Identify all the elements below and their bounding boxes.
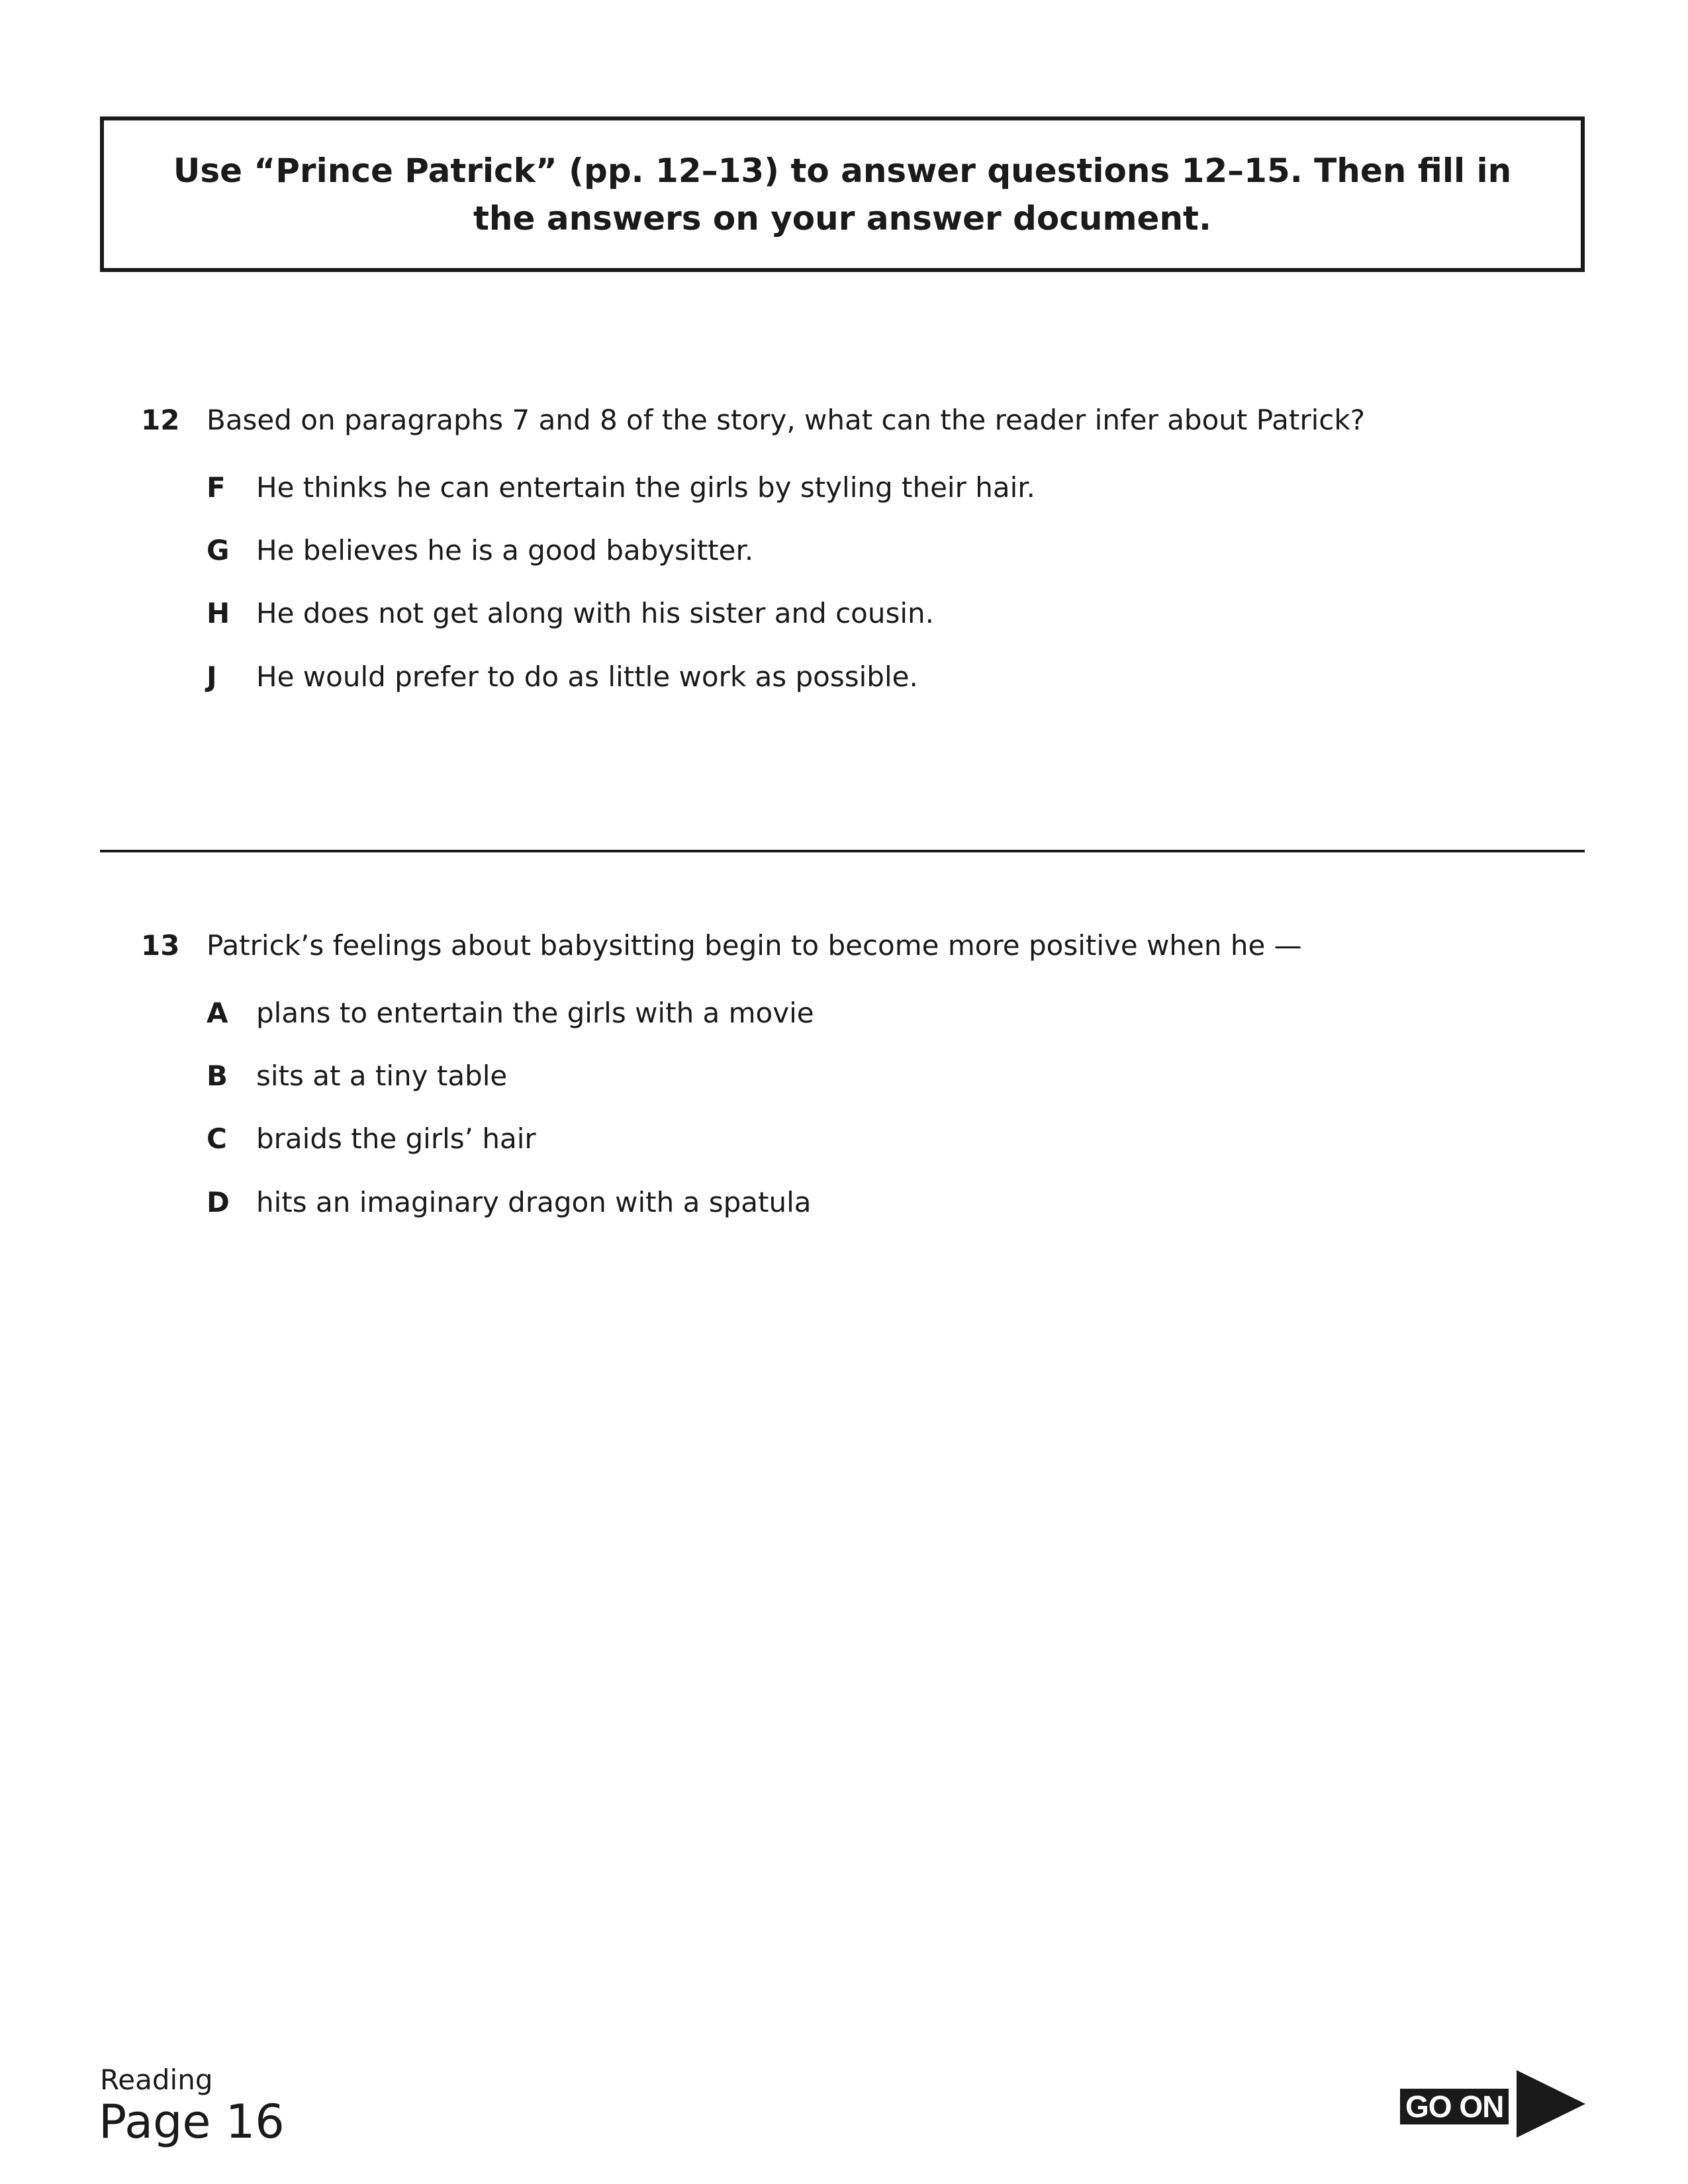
right-arrow-icon <box>1517 2070 1585 2138</box>
option-letter: F <box>207 471 226 504</box>
answer-option-d[interactable] <box>0 1186 1688 1226</box>
question-number: 13 <box>141 929 180 962</box>
answer-option-j[interactable] <box>0 660 1688 700</box>
answer-option-f[interactable] <box>0 471 1688 511</box>
option-letter: D <box>207 1186 230 1218</box>
option-text: braids the girls’ hair <box>256 1122 536 1155</box>
option-letter: B <box>207 1060 228 1092</box>
option-letter: G <box>207 534 230 567</box>
option-letter: A <box>207 997 228 1029</box>
option-text: hits an imaginary dragon with a spatula <box>256 1186 812 1218</box>
instruction-text: Use “Prince Patrick” (pp. 12–13) to answer questions 12–15. Then fill in the answers on your answer document. <box>173 151 1512 238</box>
question-stem: Based on paragraphs 7 and 8 of the story, what can the reader infer about Patrick? <box>207 404 1366 436</box>
go-on-label: GO ON <box>1400 2089 1509 2124</box>
question-number: 12 <box>141 404 180 436</box>
option-text: He believes he is a good babysitter. <box>256 534 754 567</box>
option-text: He thinks he can entertain the girls by styling their hair. <box>256 471 1036 504</box>
option-text: He does not get along with his sister and cousin. <box>256 597 935 629</box>
instruction-box <box>100 116 1585 272</box>
option-text: plans to entertain the girls with a movie <box>256 997 814 1029</box>
option-letter: J <box>207 660 217 693</box>
answer-option-a[interactable] <box>0 997 1688 1036</box>
answer-option-b[interactable] <box>0 1060 1688 1099</box>
answer-option-h[interactable] <box>0 597 1688 637</box>
go-on-indicator <box>1400 2070 1585 2138</box>
option-letter: H <box>207 597 230 629</box>
page-number: Page 16 <box>99 2095 285 2149</box>
question-stem: Patrick’s feelings about babysitting begin to become more positive when he — <box>207 929 1302 962</box>
option-letter: C <box>207 1122 227 1155</box>
option-text: sits at a tiny table <box>256 1060 508 1092</box>
section-divider <box>100 850 1585 852</box>
answer-option-g[interactable] <box>0 534 1688 574</box>
option-text: He would prefer to do as little work as possible. <box>256 660 918 693</box>
answer-option-c[interactable] <box>0 1122 1688 1162</box>
footer-subject: Reading <box>100 2064 213 2096</box>
